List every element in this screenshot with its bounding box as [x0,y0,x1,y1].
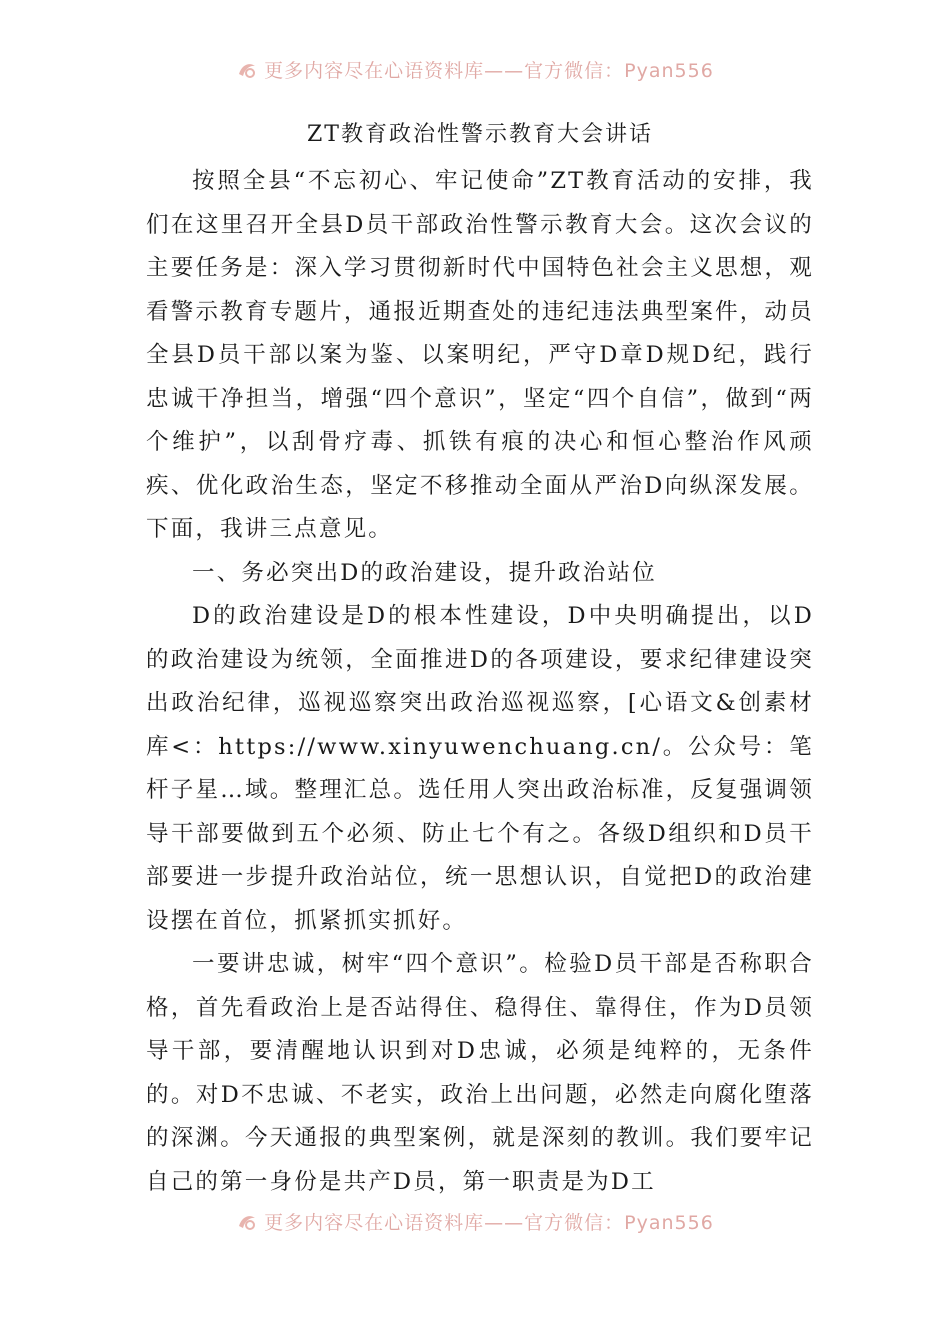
paragraph-intro: 按照全县“不忘初心、牢记使命”ZT教育活动的安排，我们在这里召开全县D员干部政治性警示教育大会。这次会议的主要任务是：深入学习贯彻新时代中国特色社会主义思想，观看警示教育专题片，通报近期查处的违纪违法典型案件，动员全县D员干部以案为鉴、以案明纪，严守D章D规D纪，践行忠诚干净担当，增强“四个意识”，坚定“四个自信”，做到“两个维护”，以刮骨疗毒、抓铁有痕的决心和恒心整治作风顽疾、优化政治生态，坚定不移推动全面从严治D向纵深发展。下面，我讲三点意见。 [146,168,814,542]
section-heading-1: 一、务必突出D的政治建设，提升政治站位 [192,559,657,586]
watermark-footer [0,1196,950,1234]
watermark-text-top: 更多内容尽在心语资料库——官方微信：Pyan556 [264,60,714,82]
paragraph-loyalty: 一要讲忠诚，树牢“四个意识”。检验D员干部是否称职合格，首先看政治上是否站得住、稳得住、靠得住，作为D员领导干部，要清醒地认识到对D忠诚，必须是纯粹的，无条件的。对D不忠诚、不老实，政治上出问题，必然走向腐化堕落的深渊。今天通报的典型案例，就是深刻的教训。我们要牢记自己的第一身份是共产D员，第一职责是为D工 [146,951,814,1195]
watermark-logo-icon [236,1212,258,1232]
watermark-bottom [0,1208,950,1234]
watermark-top [0,56,950,82]
document-body [146,118,814,1204]
document-title: ZT教育政治性警示教育大会讲话 [307,122,653,147]
watermark-header [0,0,950,82]
paragraph-political-building: D的政治建设是D的根本性建设，D中央明确提出，以D的政治建设为统领，全面推进D的各项建设，要求纪律建设突出政治纪律，巡视巡察突出政治巡视巡察，[心语文&创素材库<：https://www.xinyuwenchuang.cn/。公众号：笔杆子星…域。整理汇总。选任用人突出政治标准，反复强调领导干部要做到五个必须、防止七个有之。各级D组织和D员干部要进一步提升政治站位，统一思想认识，自觉把D的政治建设摆在首位，抓紧抓实抓好。 [146,603,814,934]
watermark-logo-icon [236,60,258,80]
watermark-text-bottom: 更多内容尽在心语资料库——官方微信：Pyan556 [264,1212,714,1234]
